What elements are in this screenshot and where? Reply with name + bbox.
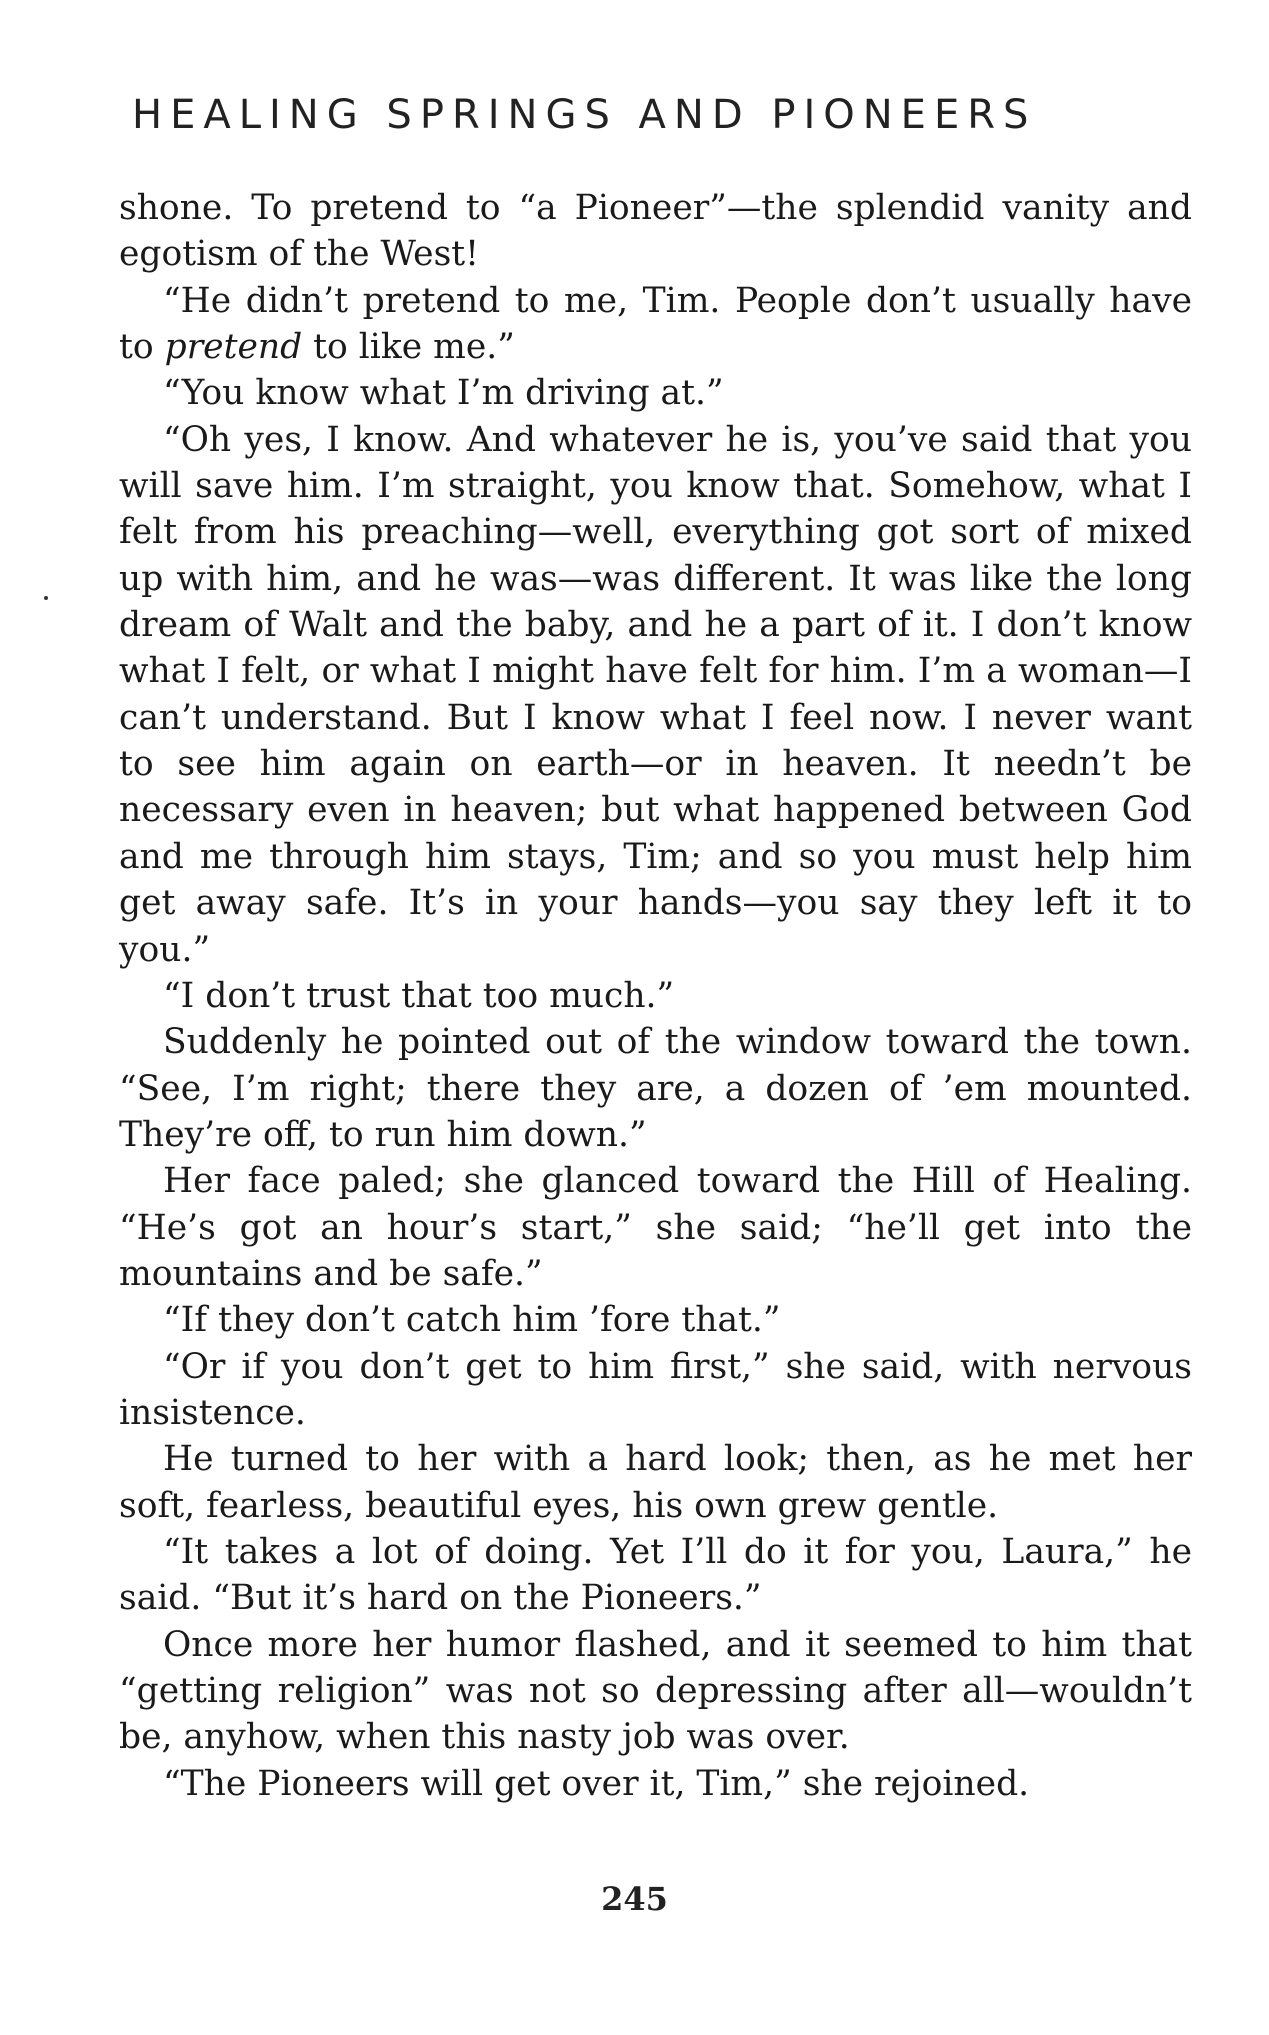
page-body bbox=[119, 185, 1192, 1807]
paragraph: “Oh yes, I know. And whatever he is, you’ve said that you will save him. I’m straight, you know that. Somehow, what I felt from his preaching—well, everything got sort of mixed up with him, and he was—was different. It was like the long dream of Walt and the baby, and he a part of it. I don’t know what I felt, or what I might have felt for him. I’m a woman—I can’t understand. But I know what I feel now. I never want to see him again on earth—or in heaven. It needn’t be necessary even in heaven; but what happened between God and me through him stays, Tim; and so you must help him get away safe. It’s in your hands—you say they left it to you.” bbox=[119, 419, 1192, 970]
paragraph-text: to like me.” bbox=[302, 327, 515, 368]
paragraph: “I don’t trust that too much.” bbox=[163, 975, 675, 1016]
paragraph: “It takes a lot of doing. Yet I’ll do it for you, Laura,” he said. “But it’s hard on the Pioneers.” bbox=[119, 1531, 1192, 1619]
paragraph: “If they don’t catch him ’fore that.” bbox=[163, 1300, 781, 1341]
emphasis-text: pretend bbox=[164, 327, 303, 368]
paragraph: “Or if you don’t get to him first,” she said, with nervous insistence. bbox=[119, 1346, 1192, 1433]
paragraph-text: “He didn’t pretend to me, Tim. People don’t usually have to bbox=[119, 280, 1192, 368]
paragraph bbox=[119, 278, 1192, 371]
paragraph: Once more her humor flashed, and it seemed to him that “getting religion” was not so depressing after all—wouldn’t be, anyhow, when this nasty job was over. bbox=[119, 1624, 1192, 1758]
paragraph: Her face paled; she glanced toward the Hill of Healing. “He’s got an hour’s start,” she said; “he’ll get into the mountains and be safe.” bbox=[119, 1161, 1192, 1294]
paragraph: “The Pioneers will get over it, Tim,” she rejoined. bbox=[163, 1763, 1030, 1804]
paragraph: shone. To pretend to “a Pioneer”—the splendid vanity and egotism of the West! bbox=[119, 188, 1192, 275]
margin-mark bbox=[44, 596, 48, 600]
paragraph: “You know what I’m driving at.” bbox=[163, 373, 724, 414]
running-head: HEALING SPRINGS AND PIONEERS bbox=[132, 92, 1037, 138]
paragraph: Suddenly he pointed out of the window toward the town. “See, I’m right; there they are, a dozen of ’em mounted. They’re off, to run him down.” bbox=[119, 1022, 1192, 1155]
page-number: 245 bbox=[601, 1880, 668, 1918]
paragraph: He turned to her with a hard look; then, as he met her soft, fearless, beautiful eyes, his own grew gentle. bbox=[119, 1439, 1192, 1526]
